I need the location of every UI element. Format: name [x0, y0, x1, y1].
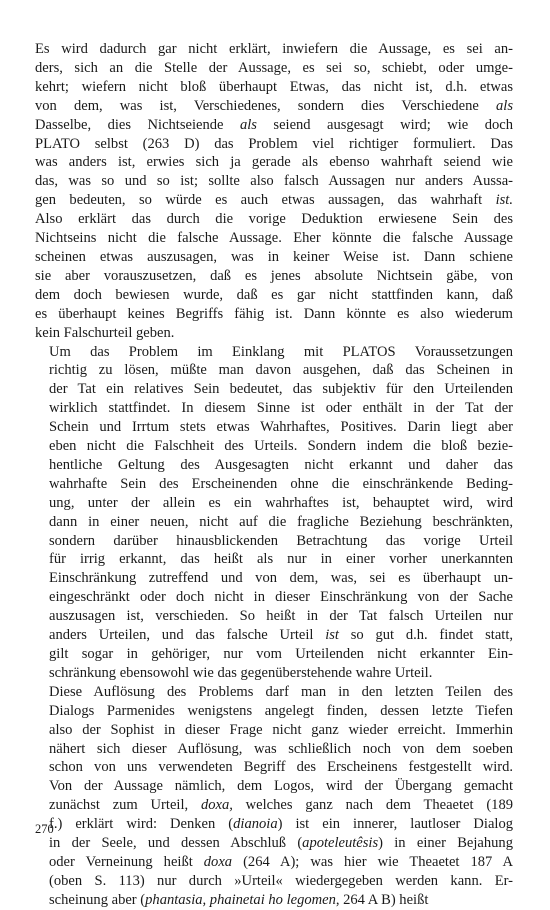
text-line: gilt sogar in gehöriger, nur vom Urteilenden nicht erkannter Ein-: [49, 646, 513, 662]
text-line: Also erklärt das durch die vorige Deduktion erwiesene Sein des: [35, 211, 513, 228]
page-number: 270: [35, 822, 54, 836]
text-line: Von der Aussage nämlich, dem Logos, wird der Übergang gemacht: [49, 778, 513, 795]
text-line: eingeschränkt oder doch nicht in dieser Einschränkung von der Sache: [49, 589, 513, 606]
text-line: Es wird dadurch gar nicht erklärt, inwiefern die Aussage, es sei an-: [35, 41, 513, 57]
text-line: wirklich stattfindet. In diesem Sinne ist oder enthält in der Tat der: [49, 400, 513, 417]
text-line: nähert sich dieser Auflösung, was schließlich noch von dem soeben: [49, 740, 513, 757]
text-line: für irrig erkannt, das heißt als nur in einer vorher unerkannten: [49, 551, 513, 568]
text-line: was anders ist, erwies sich ja gerade als ebenso wahrhaft seiend wie: [35, 154, 513, 171]
text-line: sondern darüber hinausblickenden Betrachtung das vorige Urteil: [49, 532, 513, 549]
text-line: von dem, was ist, Verschiedenes, sondern dies Verschiedene als: [35, 97, 513, 114]
text-line: also der Sophist in dieser Frage nicht ganz wieder erreicht. Immerhin: [49, 721, 513, 738]
body-text: [35, 40, 513, 910]
text-line: gen bedeuten, so würde es auch etwas aussagen, das wahrhaft ist.: [35, 192, 513, 209]
text-line: kein Falschurteil geben.: [35, 324, 175, 341]
paragraph: [35, 343, 513, 683]
text-line: es überhaupt keines Begriffs fähig ist. Dann könnte es also wiederum: [35, 305, 513, 322]
paragraph: [35, 40, 513, 343]
text-line: eben nicht die Falschheit des Urteils. Sondern indem die bloß bezie-: [49, 438, 513, 455]
text-line: auszusagen ist, verschieden. So heißt in der Tat falsch Urteilen nur: [49, 608, 513, 625]
text-line: schon von uns verwendeten Begriff des Erscheinens festgestellt wird.: [49, 759, 513, 776]
text-line: dem doch bewiesen wurde, daß es gar nicht stattfinden kann, daß: [35, 286, 513, 303]
text-line: Um das Problem im Einklang mit PLATOS Voraussetzungen: [49, 343, 513, 360]
text-line: Dialogs Parmenides wenigstens angelegt finden, dessen letzte Tiefen: [49, 702, 513, 719]
text-line: dann in einer neuen, nicht auf die fragliche Beziehung beschränkten,: [49, 513, 513, 530]
text-line: scheinen etwas auszusagen, was in keiner Weise ist. Dann schiene: [35, 248, 513, 265]
text-line: ung, unter der allein es ein wahrhaftes ist, behauptet wird, wird: [49, 494, 513, 511]
text-line: richtig zu lösen, müßte man davon ausgehen, daß das Scheinen in: [49, 362, 513, 379]
text-line: PLATO selbst (263 D) das Problem viel richtiger formuliert. Das: [35, 135, 513, 152]
text-line: hentliche Geltung des Ausgesagten nicht erkannt und daher das: [49, 456, 513, 473]
text-line: sie aber vorauszusetzen, daß es jenes absolute Nichtsein gäbe, von: [35, 267, 513, 284]
text-line: f.) erklärt wird: Denken (dianoia) ist ein innerer, lautloser Dialog: [49, 816, 513, 833]
text-line: das, was so und so ist; sollte also falsch Aussagen nur anders Aussa-: [35, 173, 513, 190]
text-line: anders Urteilen, und das falsche Urteil ist so gut d.h. findet statt,: [49, 627, 513, 644]
text-line: (oben S. 113) nur durch »Urteil« wiedergegeben werden kann. Er-: [49, 872, 513, 889]
text-line: ders, sich an die Stelle der Aussage, es sei so, schiebt, oder umge-: [35, 59, 513, 76]
text-line: Einschränkung zutreffend und von dem, was, sei es überhaupt un-: [49, 570, 513, 587]
text-line: zunächst zum Urteil, doxa, welches ganz nach dem Theaetet (189: [49, 797, 513, 814]
text-line: Diese Auflösung des Problems darf man in den letzten Teilen des: [49, 683, 513, 700]
text-line: in der Seele, und dessen Abschluß (apoteleutêsis) in einer Bejahung: [49, 835, 513, 852]
paragraph: [35, 683, 513, 910]
text-line: wahrhafte Sein des Erscheinenden ohne die einschränkende Beding-: [49, 475, 513, 492]
text-line: Nichtseins nicht die falsche Aussage. Eher könnte die falsche Aussage: [35, 230, 513, 247]
text-line: oder Verneinung heißt doxa (264 A); was hier wie Theaetet 187 A: [49, 853, 514, 870]
text-line: kehrt; wiefern nicht bloß überhaupt Etwas, das nicht ist, d.h. etwas: [35, 78, 513, 95]
text-line: scheinung aber (phantasia, phainetai ho legomen, 264 A B) heißt: [49, 891, 429, 908]
text-line: der Tat ein relatives Sein bedeutet, das subjektiv für den Urteilenden: [49, 381, 513, 398]
text-line: Dasselbe, dies Nichtseiende als seiend ausgesagt wird; wie doch: [35, 116, 514, 133]
text-line: schränkung ebensowohl wie das gegenüberstehende wahre Urteil.: [49, 664, 433, 681]
text-line: Schein und Irrtum stets etwas Wahrhaftes, Positives. Darin liegt aber: [49, 419, 513, 436]
